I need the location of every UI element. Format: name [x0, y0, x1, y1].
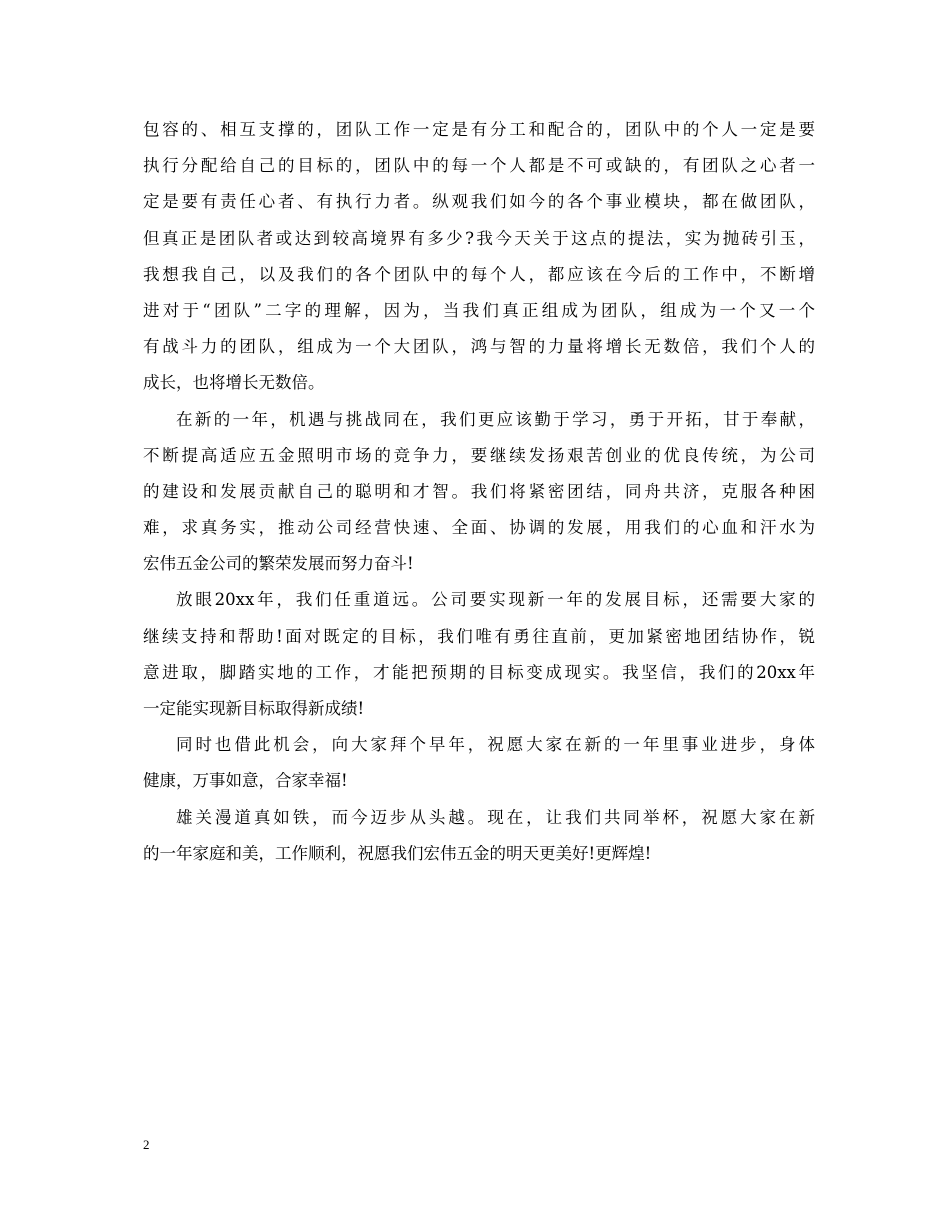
- text-line: 进对于“团队”二字的理解，因为，当我们真正组成为团队，组成为一个又一个: [143, 300, 815, 320]
- text-line: 不断提高适应五金照明市场的竞争力，要继续发扬艰苦创业的优良传统，为公司: [143, 445, 815, 465]
- text-line: 但真正是团队者或达到较高境界有多少?我今天关于这点的提法，实为抛砖引玉，: [143, 228, 815, 248]
- text-line: 难，求真务实，推动公司经营快速、全面、协调的发展，用我们的心血和汗水为: [143, 518, 815, 538]
- text-line: 我想我自己，以及我们的各个团队中的每个人，都应该在今后的工作中，不断增: [143, 264, 815, 284]
- text-line: 的建设和发展贡献自己的聪明和才智。我们将紧密团结，同舟共济，克服各种困: [143, 481, 815, 501]
- text-line: 意进取，脚踏实地的工作，才能把预期的目标变成现实。我坚信，我们的20xx年: [143, 662, 815, 682]
- page-number: 2: [143, 1137, 150, 1152]
- text-line: 宏伟五金公司的繁荣发展而努力奋斗!: [143, 554, 414, 574]
- text-line: 放眼20xx年，我们任重道远。公司要实现新一年的发展目标，还需要大家的: [176, 590, 815, 610]
- text-line: 包容的、相互支撑的，团队工作一定是有分工和配合的，团队中的个人一定是要: [143, 120, 815, 139]
- text-line: 雄关漫道真如铁，而今迈步从头越。现在，让我们共同举杯，祝愿大家在新: [176, 807, 815, 827]
- text-line: 执行分配给自己的目标的，团队中的每一个人都是不可或缺的，有团队之心者一: [143, 156, 815, 176]
- text-line: 有战斗力的团队，组成为一个大团队，鸿与智的力量将增长无数倍，我们个人的: [143, 337, 815, 357]
- text-line: 定是要有责任心者、有执行力者。纵观我们如今的各个事业模块，都在做团队，: [143, 192, 815, 212]
- body-text: [143, 112, 815, 872]
- text-line: 同时也借此机会，向大家拜个早年，祝愿大家在新的一年里事业进步，身体: [176, 735, 815, 755]
- text-line: 在新的一年，机遇与挑战同在，我们更应该勤于学习，勇于开拓，甘于奉献，: [176, 409, 815, 429]
- text-line: 的一年家庭和美，工作顺利，祝愿我们宏伟五金的明天更美好!更辉煌!: [143, 843, 652, 863]
- text-line: 一定能实现新目标取得新成绩!: [143, 699, 365, 718]
- text-line: 继续支持和帮助!面对既定的目标，我们唯有勇往直前，更加紧密地团结协作，锐: [143, 626, 815, 646]
- text-line: 成长，也将增长无数倍。: [143, 373, 325, 393]
- text-line: 健康，万事如意，合家幸福!: [143, 771, 348, 791]
